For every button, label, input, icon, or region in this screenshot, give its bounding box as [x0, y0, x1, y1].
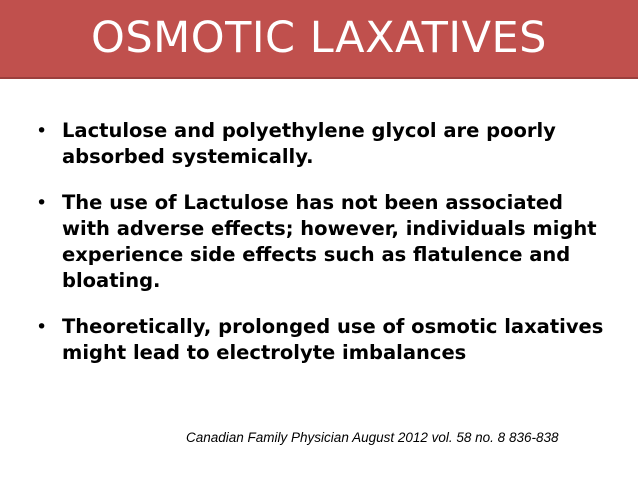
bullet-text: The use of Lactulose has not been associated with adverse effects; however, individuals might experience side effects such as flatulence and bloating.: [62, 191, 597, 292]
bullet-item: [36, 118, 616, 170]
slide-title: OSMOTIC LAXATIVES: [91, 13, 547, 63]
citation: Canadian Family Physician August 2012 vol. 58 no. 8 836-838: [186, 430, 559, 445]
bullet-text: Theoretically, prolonged use of osmotic laxatives might lead to electrolyte imbalances: [62, 315, 604, 364]
bullet-item: [36, 190, 616, 294]
title-banner: [0, 0, 638, 79]
bullet-icon: •: [36, 192, 48, 214]
bullet-item: [36, 314, 616, 366]
bullet-icon: •: [36, 120, 48, 142]
bullet-list: [36, 118, 616, 366]
bullet-text: Lactulose and polyethylene glycol are poorly absorbed systemically.: [62, 119, 556, 168]
bullet-icon: •: [36, 316, 48, 338]
